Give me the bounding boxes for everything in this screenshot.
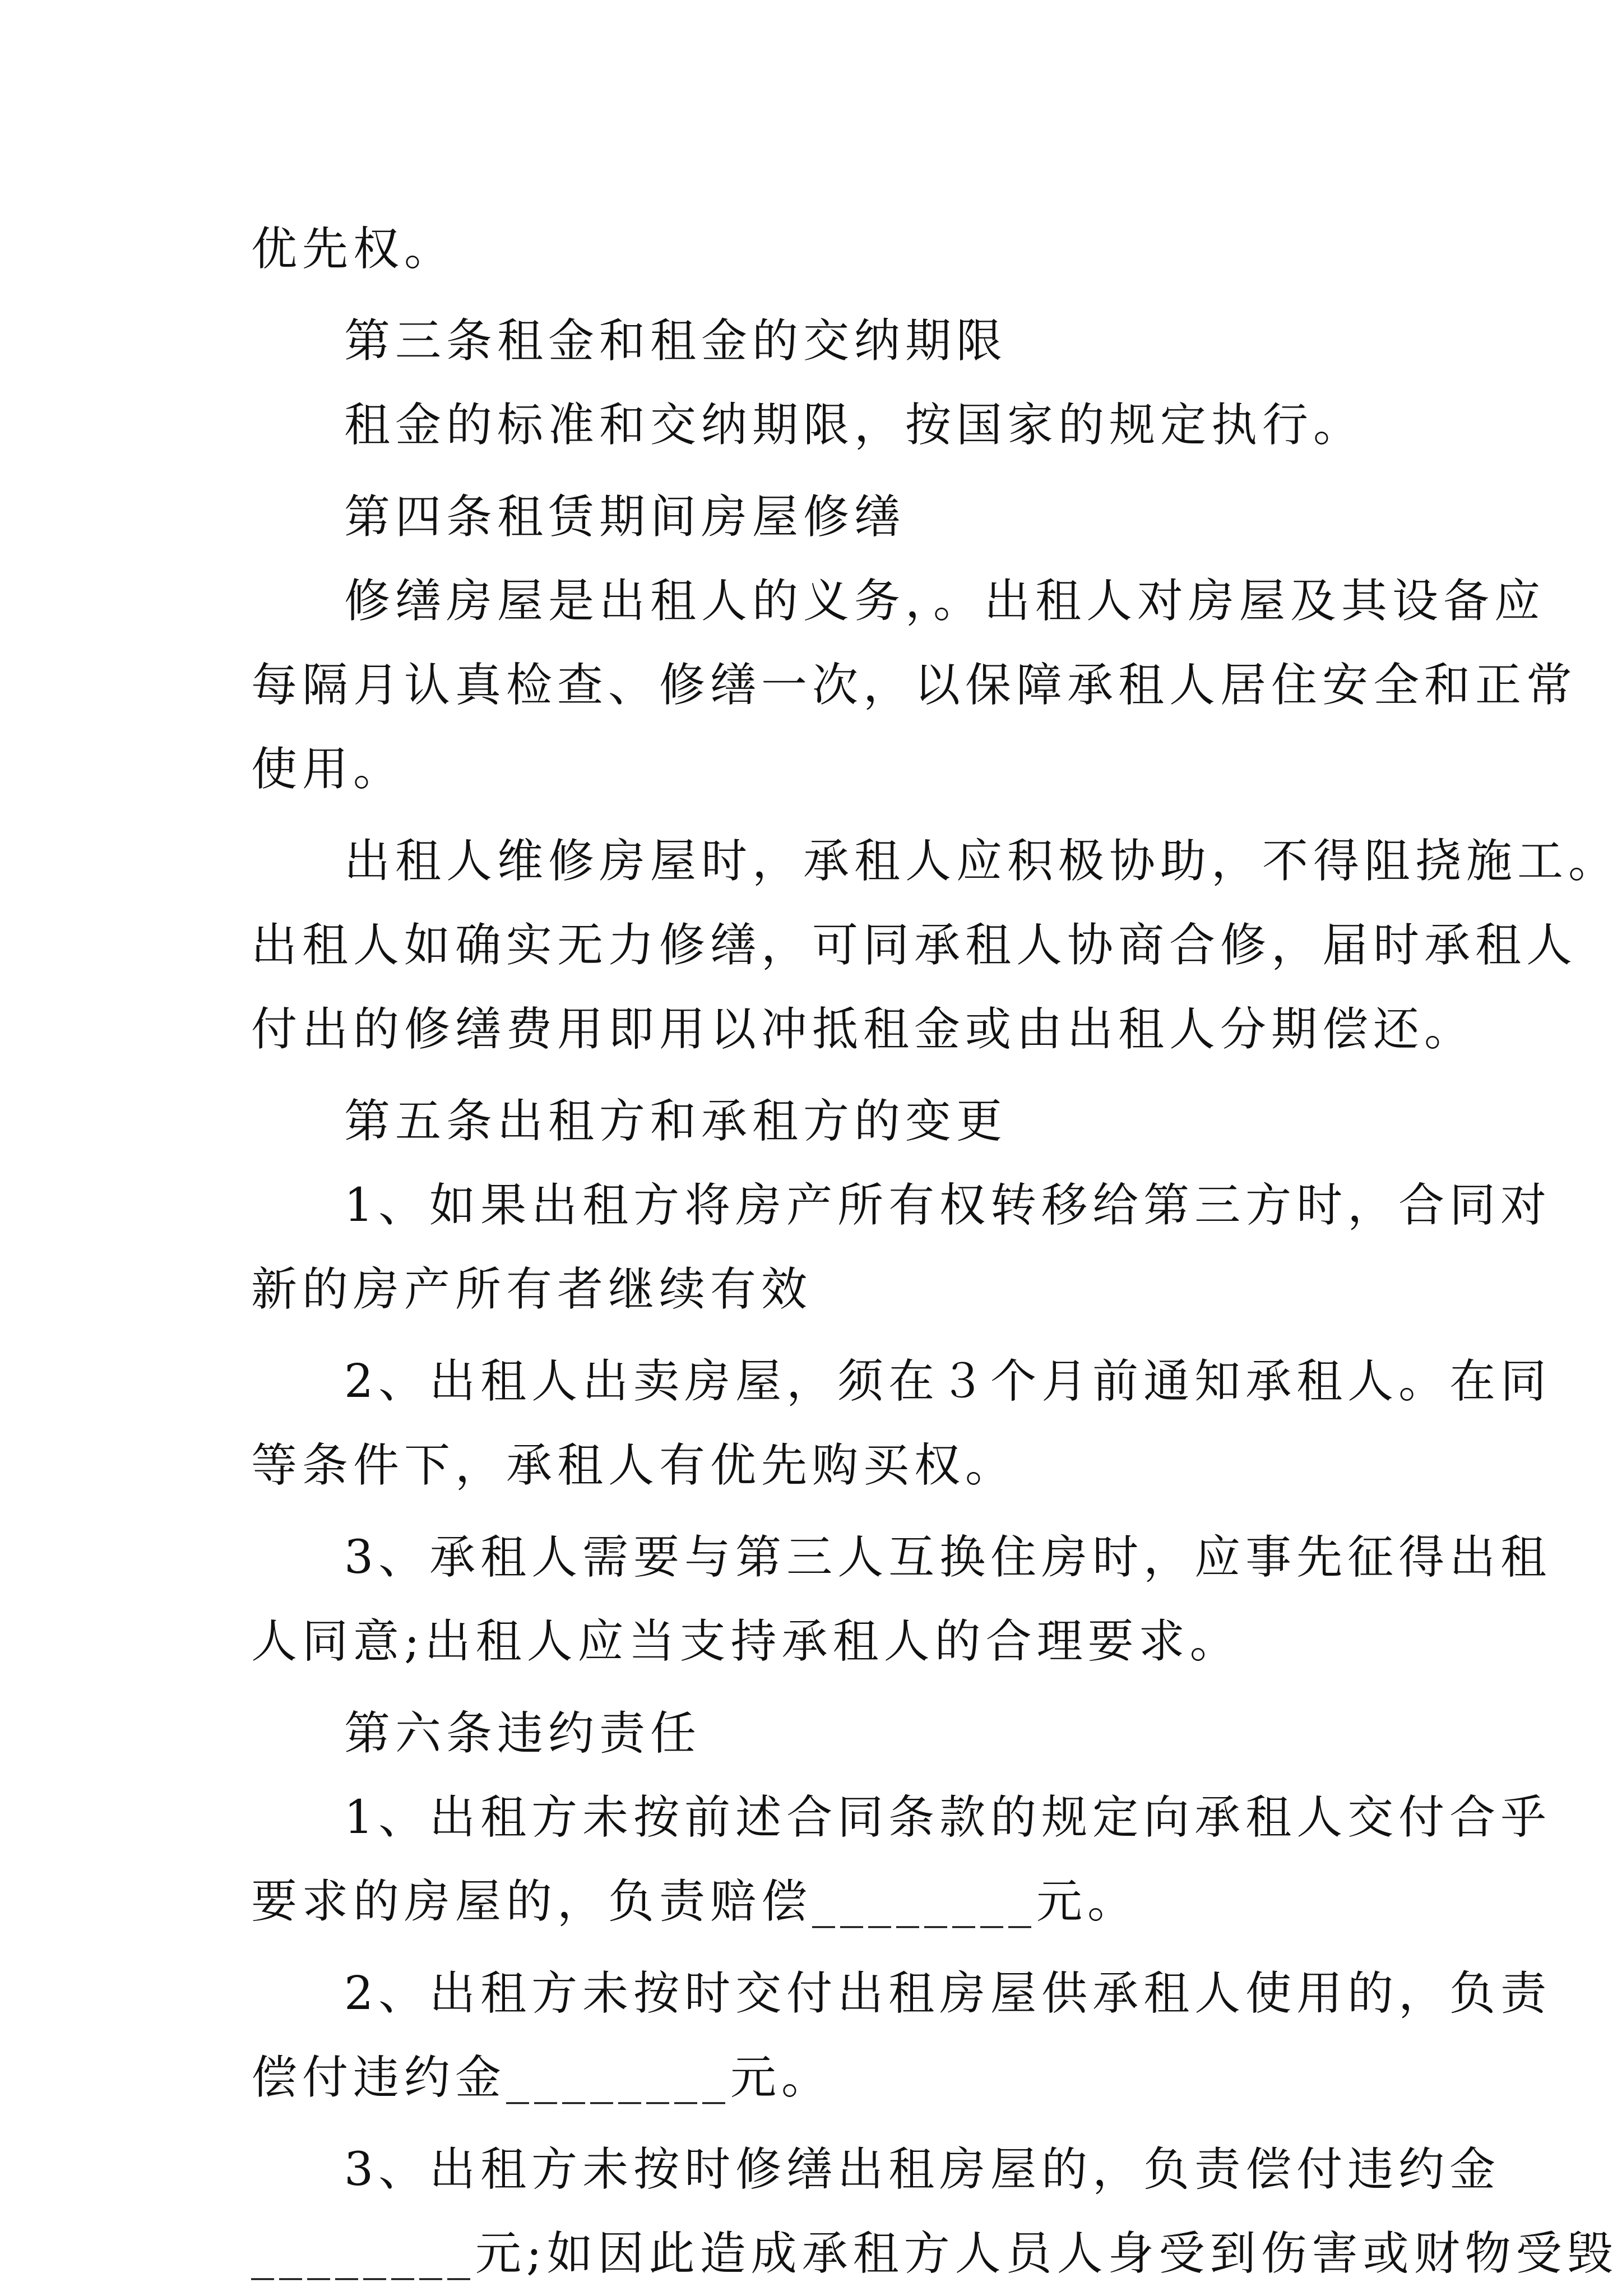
paragraph-line: 新的房产所有者继续有效 <box>251 1263 813 1316</box>
article-heading: 第六条违约责任 <box>344 1707 702 1760</box>
paragraph-line: 3、承租人需要与第三人互换住房时，应事先征得出租 <box>344 1531 1552 1584</box>
paragraph-line: 要求的房屋的，负责赔偿________元。 <box>251 1875 1139 1928</box>
paragraph-line: 优先权。 <box>251 223 456 276</box>
paragraph-line: 人同意;出租人应当支持承租人的合理要求。 <box>251 1615 1241 1668</box>
paragraph-line: 偿付违约金________元。 <box>251 2051 833 2104</box>
paragraph-line: 1、出租方未按前述合同条款的规定向承租人交付合乎 <box>344 1791 1552 1844</box>
paragraph-line: 租金的标准和交纳期限，按国家的规定执行。 <box>344 399 1365 452</box>
article-heading: 第四条租赁期间房屋修缮 <box>344 490 906 544</box>
paragraph-line: ________元;如因此造成承租方人员人身受到伤害或财物受毁 <box>251 2227 1618 2280</box>
article-heading: 第三条租金和租金的交纳期限 <box>344 314 1008 368</box>
paragraph-line: 3、出租方未按时修缮出租房屋的，负责偿付违约金 <box>344 2143 1501 2196</box>
paragraph-line: 修缮房屋是出租人的义务，。出租人对房屋及其设备应 <box>344 575 1546 628</box>
paragraph-line: 出租人维修房屋时，承租人应积极协助，不得阻挠施工。 <box>344 835 1620 888</box>
paragraph-line: 1、如果出租方将房产所有权转移给第三方时，合同对 <box>344 1179 1552 1232</box>
article-heading: 第五条出租方和承租方的变更 <box>344 1095 1008 1148</box>
paragraph-line: 2、出租方未按时交付出租房屋供承租人使用的，负责 <box>344 1967 1552 2020</box>
paragraph-line: 等条件下，承租人有优先购买权。 <box>251 1439 1017 1492</box>
document-body <box>251 207 1620 2296</box>
paragraph-line: 使用。 <box>251 743 405 796</box>
paragraph-line: 付出的修缮费用即用以冲抵租金或由出租人分期偿还。 <box>251 1003 1476 1056</box>
paragraph-line: 出租人如确实无力修缮，可同承租人协商合修，届时承租人 <box>251 919 1578 972</box>
paragraph-line: 每隔月认真检查、修缮一次，以保障承租人居住安全和正常 <box>251 659 1578 712</box>
paragraph-line: 2、出租人出卖房屋，须在３个月前通知承租人。在同 <box>344 1355 1552 1408</box>
